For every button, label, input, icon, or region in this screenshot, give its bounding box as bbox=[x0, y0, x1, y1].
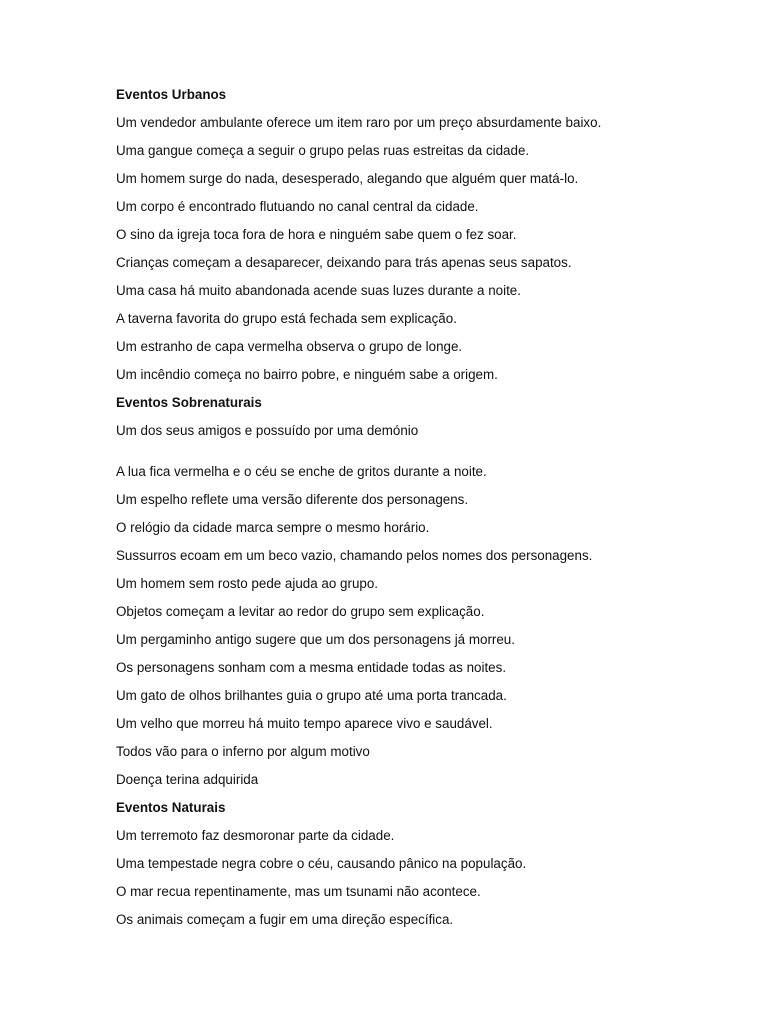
list-item: Um incêndio começa no bairro pobre, e ninguém sabe a origem. bbox=[116, 367, 498, 382]
list-item: A taverna favorita do grupo está fechada sem explicação. bbox=[116, 311, 457, 326]
list-item: O mar recua repentinamente, mas um tsunami não acontece. bbox=[116, 884, 481, 899]
list-item: Objetos começam a levitar ao redor do grupo sem explicação. bbox=[116, 604, 485, 619]
section-heading-sobrenaturais: Eventos Sobrenaturais bbox=[116, 395, 262, 410]
list-item: O relógio da cidade marca sempre o mesmo horário. bbox=[116, 520, 430, 535]
list-item: Uma tempestade negra cobre o céu, causando pânico na população. bbox=[116, 856, 527, 871]
list-item: Um gato de olhos brilhantes guia o grupo até uma porta trancada. bbox=[116, 688, 507, 703]
list-item: Todos vão para o inferno por algum motivo bbox=[116, 744, 370, 759]
list-item: Uma casa há muito abandonada acende suas luzes durante a noite. bbox=[116, 283, 521, 298]
list-item: Um homem sem rosto pede ajuda ao grupo. bbox=[116, 576, 379, 591]
list-item: Uma gangue começa a seguir o grupo pelas ruas estreitas da cidade. bbox=[116, 143, 530, 158]
list-item: Sussurros ecoam em um beco vazio, chamando pelos nomes dos personagens. bbox=[116, 548, 593, 563]
list-item: Um terremoto faz desmoronar parte da cidade. bbox=[116, 828, 395, 843]
list-item: Um velho que morreu há muito tempo aparece vivo e saudável. bbox=[116, 716, 493, 731]
list-item: Um estranho de capa vermelha observa o grupo de longe. bbox=[116, 339, 463, 354]
section-heading-naturais: Eventos Naturais bbox=[116, 800, 226, 815]
list-item: Doença terina adquirida bbox=[116, 772, 259, 787]
list-item: Os personagens sonham com a mesma entidade todas as noites. bbox=[116, 660, 507, 675]
list-item: O sino da igreja toca fora de hora e ninguém sabe quem o fez soar. bbox=[116, 227, 517, 242]
list-item: Um corpo é encontrado flutuando no canal central da cidade. bbox=[116, 199, 479, 214]
list-item: Um espelho reflete uma versão diferente dos personagens. bbox=[116, 492, 469, 507]
section-heading-urbanos: Eventos Urbanos bbox=[116, 87, 227, 102]
list-item: A lua fica vermelha e o céu se enche de gritos durante a noite. bbox=[116, 464, 487, 479]
list-item: Um homem surge do nada, desesperado, alegando que alguém quer matá-lo. bbox=[116, 171, 579, 186]
list-item: Crianças começam a desaparecer, deixando para trás apenas seus sapatos. bbox=[116, 255, 572, 270]
list-item: Um vendedor ambulante oferece um item raro por um preço absurdamente baixo. bbox=[116, 115, 602, 130]
list-item: Um pergaminho antigo sugere que um dos personagens já morreu. bbox=[116, 632, 515, 647]
list-item: Os animais começam a fugir em uma direção específica. bbox=[116, 912, 454, 927]
list-item: Um dos seus amigos e possuído por uma demónio bbox=[116, 423, 419, 438]
